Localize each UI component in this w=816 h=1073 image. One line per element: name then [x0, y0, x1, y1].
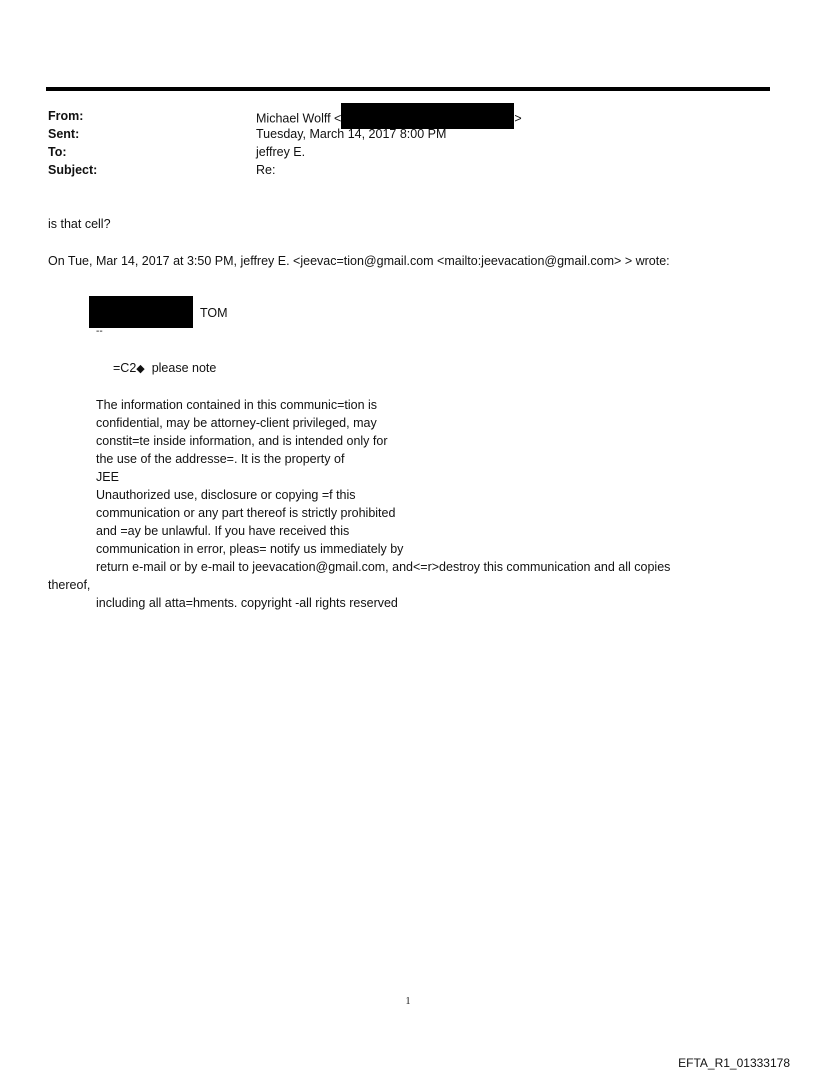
- redaction-box: [89, 296, 193, 328]
- disclaimer-line: constit=te inside information, and is intended only for: [96, 434, 388, 448]
- from-close: >: [514, 111, 522, 126]
- disclaimer-line: communication in error, pleas= notify us immediately by: [96, 542, 404, 556]
- disclaimer-last-line: including all atta=hments. copyright -all rights reserved: [96, 596, 398, 610]
- from-label: From:: [48, 109, 84, 123]
- page-number: 1: [405, 996, 411, 1007]
- disclaimer-line: and =ay be unlawful. If you have received this: [96, 524, 350, 538]
- disclaimer-line: JEE: [96, 470, 119, 484]
- to-label: To:: [48, 145, 67, 159]
- disclaimer-line: The information contained in this communic=tion is: [96, 398, 378, 412]
- to-value: jeffrey E.: [256, 145, 306, 159]
- sent-label: Sent:: [48, 127, 80, 141]
- quoted-name: TOM: [200, 306, 228, 320]
- signature-dashes: --: [96, 326, 103, 337]
- quote-intro: On Tue, Mar 14, 2017 at 3:50 PM, jeffrey E. <jeevac=tion@gmail.com <mailto:jeevacation@gmail.com> > wrote:: [48, 254, 670, 268]
- disclaimer-line: communication or any part thereof is strictly prohibited: [96, 506, 396, 520]
- disclaimer-line: the use of the addresse=. It is the property of: [96, 452, 345, 466]
- header-rule: [46, 87, 770, 91]
- from-name: Michael Wolff <: [256, 111, 342, 126]
- disclaimer-line: Unauthorized use, disclosure or copying =f this: [96, 488, 356, 502]
- sent-value: Tuesday, March 14, 2017 8:00 PM: [256, 127, 447, 141]
- reply-text: is that cell?: [48, 217, 111, 231]
- please-note: =C2◆ please note: [113, 361, 217, 375]
- document-id: EFTA_R1_01333178: [678, 1056, 790, 1070]
- disclaimer-line: return e-mail or by e-mail to jeevacation@gmail.com, and<=r>destroy this communication and all copies: [96, 560, 671, 574]
- subject-value: Re:: [256, 163, 276, 177]
- redaction-box: [341, 103, 514, 129]
- disclaimer-wrap-line: thereof,: [48, 578, 91, 592]
- from-value: [256, 109, 522, 129]
- subject-label: Subject:: [48, 163, 98, 177]
- disclaimer-line: confidential, may be attorney-client privileged, may: [96, 416, 377, 430]
